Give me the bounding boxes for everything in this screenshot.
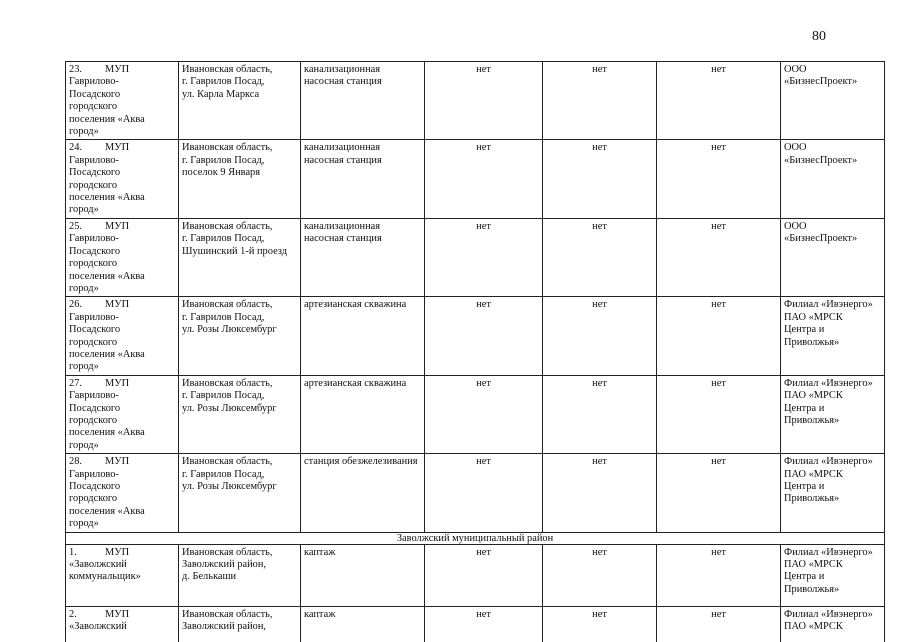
table-row (66, 218, 885, 296)
value-cell: нет (657, 606, 781, 642)
cell-line: «БизнесПроект» (784, 76, 858, 88)
cell-line: Ивановская область, (182, 608, 273, 620)
cell-line: коммунальщик» (69, 571, 141, 583)
cell-line: поселок 9 Января (182, 167, 261, 179)
cell-line: Филиал «Ивэнерго» (784, 608, 873, 620)
org-cell (66, 454, 179, 532)
cell-line: Гаврилово- (69, 311, 119, 323)
row-number: 28. (69, 456, 82, 468)
row-number: 2. (69, 608, 77, 620)
cell-line: городского (69, 179, 118, 191)
owner-cell (781, 140, 885, 218)
row-number: 24. (69, 142, 82, 154)
value-cell: нет (657, 297, 781, 375)
value-cell: нет (657, 544, 781, 606)
cell-line: г. Гаврилов Посад, (182, 311, 265, 323)
cell-line: Приволжья» (784, 414, 840, 426)
row-number: 26. (69, 299, 82, 311)
address-cell (179, 606, 301, 642)
address-cell (179, 62, 301, 140)
org-cell (66, 62, 179, 140)
cell-line: г. Гаврилов Посад, (182, 390, 265, 402)
value-cell: нет (425, 544, 543, 606)
cell-line: город» (69, 518, 99, 530)
cell-line: насосная станция (304, 154, 382, 166)
cell-line: поселения «Аква (69, 270, 145, 282)
value-cell: нет (543, 544, 657, 606)
cell-line: Гаврилово- (69, 390, 119, 402)
cell-line: «БизнесПроект» (784, 154, 858, 166)
cell-line: канализационная (304, 64, 381, 75)
table-row (66, 140, 885, 218)
cell-line: Гаврилово- (69, 233, 119, 245)
cell-line: Ивановская область, (182, 64, 273, 75)
cell-line: д. Белькаши (182, 571, 237, 583)
cell-line: «Заволжский (69, 559, 127, 571)
owner-cell (781, 218, 885, 296)
value-cell: нет (657, 62, 781, 140)
cell-line: Ивановская область, (182, 220, 273, 232)
org-cell (66, 297, 179, 375)
cell-line: Филиал «Ивэнерго» (784, 546, 873, 558)
value-cell: нет (543, 375, 657, 453)
owner-cell (781, 297, 885, 375)
cell-line: поселения «Аква (69, 348, 145, 360)
cell-line: городского (69, 493, 118, 505)
cell-line: Посадского (69, 167, 121, 179)
cell-line: каптаж (304, 608, 336, 620)
cell-line: ПАО «МРСК (784, 390, 843, 402)
cell-line: Приволжья» (784, 493, 840, 505)
object-cell (301, 218, 425, 296)
object-cell (301, 375, 425, 453)
section-title: Заволжский муниципальный район (66, 532, 885, 544)
cell-line: г. Гаврилов Посад, (182, 468, 265, 480)
cell-line: ул. Карла Маркса (182, 88, 260, 100)
cell-line: Гаврилово- (69, 468, 119, 480)
cell-line: артезианская скважина (304, 377, 407, 389)
org-cell (66, 140, 179, 218)
cell-line: Филиал «Ивэнерго» (784, 377, 873, 389)
cell-line: Посадского (69, 88, 121, 100)
cell-line: канализационная (304, 142, 381, 154)
cell-line: Приволжья» (784, 583, 840, 595)
cell-line: городского (69, 101, 118, 113)
cell-line: Ивановская область, (182, 377, 273, 389)
row-number: 23. (69, 64, 82, 75)
cell-line: город» (69, 204, 99, 216)
cell-line: город» (69, 361, 99, 373)
table-row (66, 454, 885, 532)
address-cell (179, 375, 301, 453)
cell-line: Филиал «Ивэнерго» (784, 299, 873, 311)
object-cell (301, 140, 425, 218)
table-row (66, 544, 885, 606)
cell-line: Заволжский район, (182, 559, 266, 571)
cell-line: поселения «Аква (69, 505, 145, 517)
value-cell: нет (425, 297, 543, 375)
table-row (66, 62, 885, 140)
cell-line: Посадского (69, 245, 121, 257)
cell-line: МУП (105, 220, 130, 232)
cell-line: ул. Розы Люксембург (182, 324, 277, 336)
cell-line: Посадского (69, 481, 121, 492)
cell-line: артезианская скважина (304, 299, 407, 311)
object-cell (301, 62, 425, 140)
cell-line: канализационная (304, 220, 381, 232)
cell-line: Ивановская область, (182, 546, 273, 558)
cell-line: ПАО «МРСК (784, 559, 843, 571)
cell-line: городского (69, 414, 118, 426)
cell-line: Центра и (784, 481, 825, 492)
cell-line: город» (69, 126, 99, 138)
value-cell: нет (543, 62, 657, 140)
cell-line: МУП (105, 64, 130, 75)
cell-line: ПАО «МРСК (784, 468, 843, 480)
row-number: 25. (69, 220, 82, 232)
cell-line: Центра и (784, 571, 825, 583)
cell-line: г. Гаврилов Посад, (182, 154, 265, 166)
cell-line: Посадского (69, 402, 121, 414)
cell-line: Центра и (784, 324, 825, 336)
cell-line: «Заволжский (69, 621, 127, 633)
address-cell (179, 454, 301, 532)
cell-line: МУП (105, 546, 130, 558)
cell-line: городского (69, 258, 118, 270)
cell-line: МУП (105, 377, 130, 389)
cell-line: город» (69, 439, 99, 451)
owner-cell (781, 375, 885, 453)
cell-line: Гаврилово- (69, 76, 119, 88)
page-number: 80 (812, 29, 826, 44)
cell-line: г. Гаврилов Посад, (182, 76, 265, 88)
cell-line: Посадского (69, 324, 121, 336)
cell-line: МУП (105, 456, 130, 468)
object-cell (301, 454, 425, 532)
cell-line: Ивановская область, (182, 142, 273, 154)
value-cell: нет (543, 606, 657, 642)
cell-line: ПАО «МРСК (784, 311, 843, 323)
cell-line: Ивановская область, (182, 299, 273, 311)
cell-line: поселения «Аква (69, 192, 145, 204)
cell-line: Гаврилово- (69, 154, 119, 166)
cell-line: Приволжья» (784, 336, 840, 348)
cell-line: ООО (784, 142, 807, 154)
value-cell: нет (425, 218, 543, 296)
value-cell: нет (657, 218, 781, 296)
cell-line: МУП (105, 608, 130, 620)
cell-line: насосная станция (304, 76, 382, 88)
cell-line: Центра и (784, 402, 825, 414)
cell-line: каптаж (304, 546, 336, 558)
value-cell: нет (543, 140, 657, 218)
value-cell: нет (425, 606, 543, 642)
cell-line: МУП (105, 299, 130, 311)
cell-line: МУП (105, 142, 130, 154)
cell-line: город» (69, 282, 99, 294)
section-row (66, 532, 885, 544)
data-table (65, 61, 885, 642)
value-cell: нет (425, 62, 543, 140)
row-number: 27. (69, 377, 82, 389)
cell-line: ООО (784, 220, 807, 232)
owner-cell (781, 544, 885, 606)
cell-line: поселения «Аква (69, 113, 145, 125)
cell-line: Заволжский район, (182, 621, 266, 633)
org-cell (66, 606, 179, 642)
value-cell: нет (425, 454, 543, 532)
cell-line: насосная станция (304, 233, 382, 245)
cell-line: Филиал «Ивэнерго» (784, 456, 873, 468)
value-cell: нет (425, 375, 543, 453)
object-cell (301, 544, 425, 606)
table-row (66, 375, 885, 453)
table-row (66, 606, 885, 642)
object-cell (301, 297, 425, 375)
object-cell (301, 606, 425, 642)
cell-line: ПАО «МРСК (784, 621, 843, 633)
org-cell (66, 544, 179, 606)
owner-cell (781, 454, 885, 532)
cell-line: поселения «Аква (69, 427, 145, 439)
value-cell: нет (543, 454, 657, 532)
value-cell: нет (657, 454, 781, 532)
org-cell (66, 218, 179, 296)
cell-line: станция обезжелезивания (304, 456, 418, 468)
address-cell (179, 140, 301, 218)
cell-line: г. Гаврилов Посад, (182, 233, 265, 245)
value-cell: нет (425, 140, 543, 218)
cell-line: ул. Розы Люксембург (182, 481, 277, 492)
table-row (66, 297, 885, 375)
owner-cell (781, 62, 885, 140)
address-cell (179, 297, 301, 375)
value-cell: нет (657, 375, 781, 453)
cell-line: Шушинский 1-й проезд (182, 245, 288, 257)
cell-line: ООО (784, 64, 807, 75)
value-cell: нет (543, 297, 657, 375)
org-cell (66, 375, 179, 453)
row-number: 1. (69, 546, 77, 558)
owner-cell (781, 606, 885, 642)
cell-line: ул. Розы Люксембург (182, 402, 277, 414)
value-cell: нет (657, 140, 781, 218)
value-cell: нет (543, 218, 657, 296)
address-cell (179, 218, 301, 296)
cell-line: «БизнесПроект» (784, 233, 858, 245)
address-cell (179, 544, 301, 606)
cell-line: городского (69, 336, 118, 348)
cell-line: Ивановская область, (182, 456, 273, 468)
